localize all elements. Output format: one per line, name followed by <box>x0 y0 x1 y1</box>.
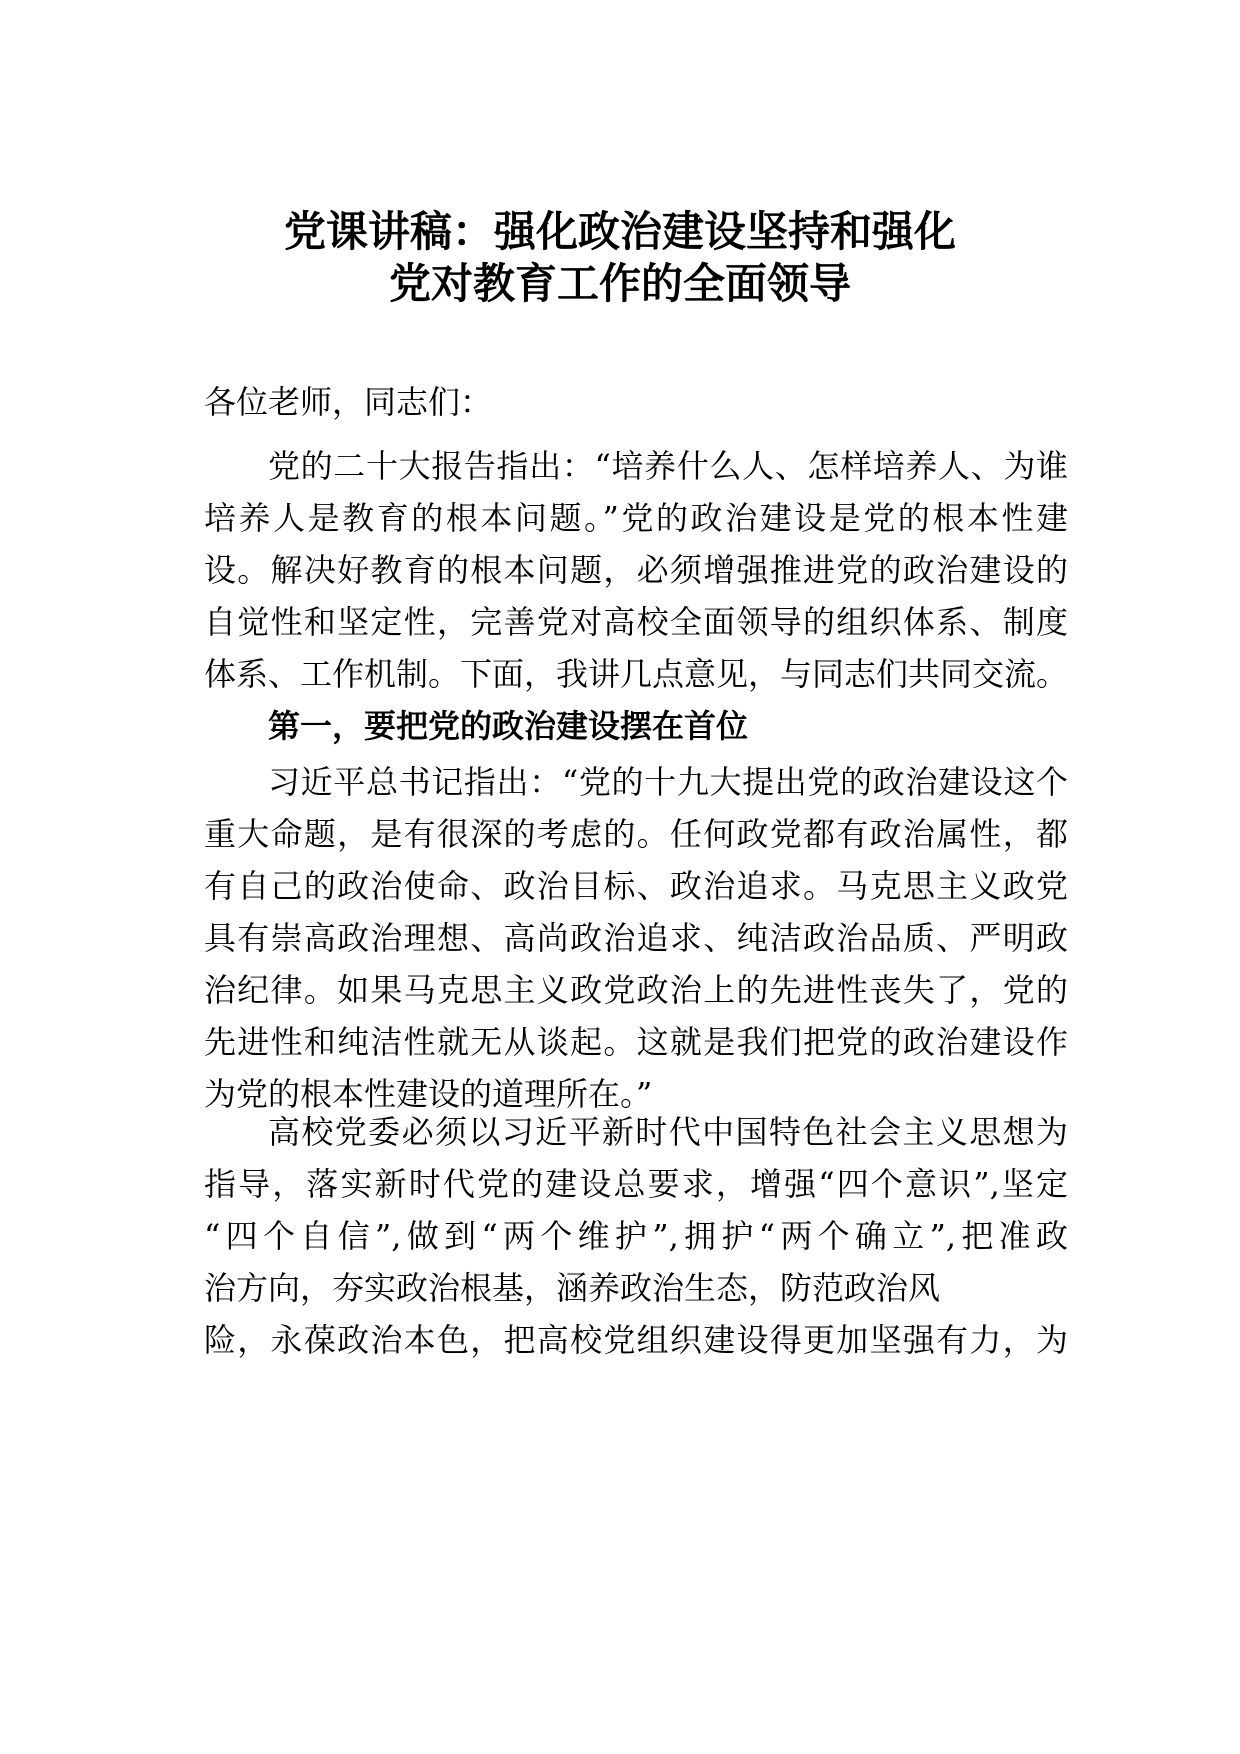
paragraph-line: 治方向，夯实政治根基，涵养政治生态，防范政治风 <box>204 1269 941 1307</box>
paragraph-line: 体系、工作机制。下面，我讲几点意见，与同志们共同交流。 <box>204 655 1069 693</box>
title-line-2: 党对教育工作的全面领导 <box>388 259 851 308</box>
paragraph-line: 治纪律。如果马克思主义政党政治上的先进性丧失了，党的 <box>204 971 1068 1009</box>
paragraph-line: 险，永葆政治本色，把高校党组织建设得更加坚强有力，为 <box>204 1321 1068 1359</box>
paragraph-line: 有自己的政治使命、政治目标、政治追求。马克思主义政党 <box>204 867 1068 905</box>
paragraph-line: 党的二十大报告指出：“培养什么人、怎样培养人、为谁 <box>268 447 1068 485</box>
paragraph-1 <box>204 440 1068 700</box>
paragraph-line: 为党的根本性建设的道理所在。” <box>204 1075 653 1113</box>
paragraph-line: 先进性和纯洁性就无从谈起。这就是我们把党的政治建设作 <box>204 1023 1068 1061</box>
document-title <box>0 206 1240 310</box>
paragraph-line: 重大命题，是有很深的考虑的。任何政党都有政治属性，都 <box>204 815 1068 853</box>
paragraph-line: 习近平总书记指出：“党的十九大提出党的政治建设这个 <box>268 763 1068 801</box>
paragraph-2 <box>204 756 1068 1120</box>
paragraph-line: 培养人是教育的根本问题。”党的政治建设是党的根本性建 <box>204 499 1068 537</box>
paragraph-line: “四个自信”,做到“两个维护”,拥护“两个确立”,把准政 <box>204 1217 1068 1255</box>
salutation: 各位老师，同志们： <box>204 383 493 421</box>
paragraph-3 <box>204 1106 1068 1366</box>
paragraph-line: 自觉性和坚定性，完善党对高校全面领导的组织体系、制度 <box>204 603 1068 641</box>
title-line-1: 党课讲稿：强化政治建设坚持和强化 <box>283 207 956 256</box>
paragraph-line: 高校党委必须以习近平新时代中国特色社会主义思想为 <box>268 1113 1068 1151</box>
paragraph-line: 指导，落实新时代党的建设总要求，增强“四个意识”,坚定 <box>204 1165 1068 1203</box>
paragraph-line: 具有崇高政治理想、高尚政治追求、纯洁政治品质、严明政 <box>204 919 1068 957</box>
section-heading: 第一，要把党的政治建设摆在首位 <box>268 707 749 745</box>
paragraph-line: 设。解决好教育的根本问题，必须增强推进党的政治建设的 <box>204 551 1068 589</box>
